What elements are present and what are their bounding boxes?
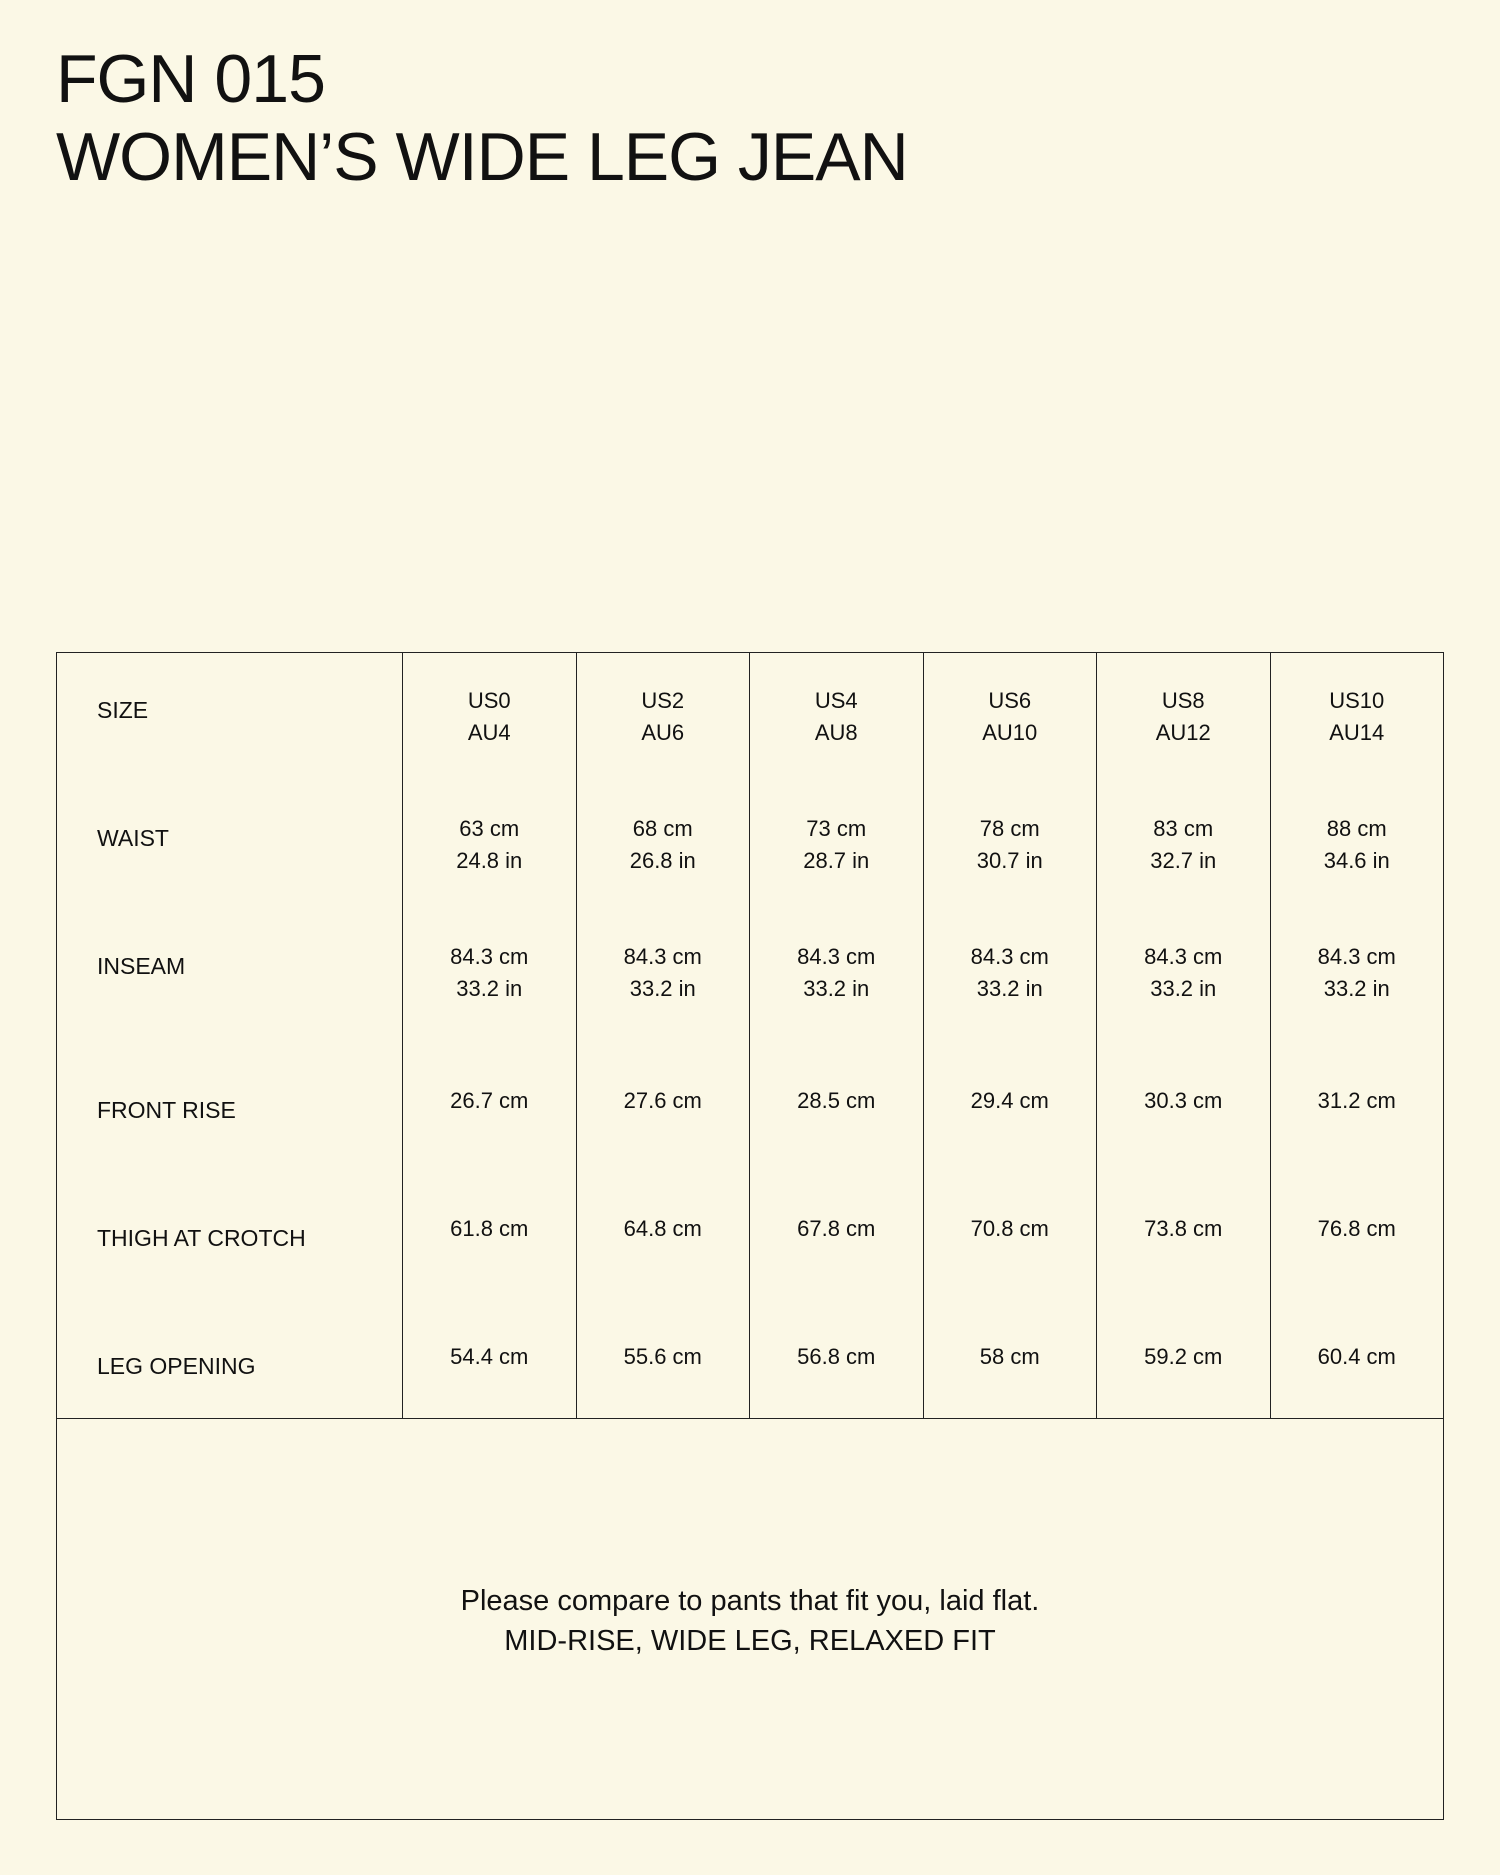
size-cell <box>1097 685 1270 749</box>
leg-opening-cell: 54.4 cm <box>450 1344 529 1369</box>
product-code: FGN 015 <box>56 41 325 117</box>
waist-cm: 78 cm <box>979 816 1040 841</box>
waist-cm: 88 cm <box>1326 816 1387 841</box>
us-size: US8 <box>1161 688 1205 713</box>
inseam-cell <box>577 941 750 1005</box>
waist-in: 34.6 in <box>1323 848 1390 873</box>
inseam-cell <box>403 941 576 1005</box>
size-cell <box>1271 685 1444 749</box>
size-cell <box>750 685 923 749</box>
waist-in: 26.8 in <box>629 848 696 873</box>
row-label-waist: WAIST <box>97 825 169 851</box>
fit-description: MID-RISE, WIDE LEG, RELAXED FIT <box>504 1625 996 1657</box>
thigh-cell: 70.8 cm <box>970 1216 1049 1241</box>
leg-opening-cell: 60.4 cm <box>1317 1344 1396 1369</box>
waist-cm: 73 cm <box>806 816 867 841</box>
size-table <box>57 653 1443 1419</box>
row-labels-column <box>57 653 403 1418</box>
thigh-cell: 64.8 cm <box>623 1216 702 1241</box>
waist-cell <box>924 813 1097 877</box>
row-label-front-rise: FRONT RISE <box>97 1097 236 1123</box>
inseam-cell <box>1097 941 1270 1005</box>
waist-in: 32.7 in <box>1150 848 1217 873</box>
waist-cell <box>1271 813 1444 877</box>
page-title <box>56 40 908 196</box>
us-size: US2 <box>641 688 685 713</box>
waist-in: 30.7 in <box>976 848 1043 873</box>
inseam-cm: 84.3 cm <box>970 944 1049 969</box>
front-rise-cell: 31.2 cm <box>1317 1088 1396 1113</box>
thigh-cell: 61.8 cm <box>450 1216 529 1241</box>
row-label-thigh: THIGH AT CROTCH <box>97 1225 306 1251</box>
size-column <box>924 653 1098 1418</box>
fit-instruction: Please compare to pants that fit you, laid flat. <box>460 1585 1040 1617</box>
inseam-in: 33.2 in <box>803 976 870 1001</box>
row-label-size: SIZE <box>97 697 149 723</box>
au-size: AU8 <box>814 720 858 745</box>
thigh-cell: 73.8 cm <box>1144 1216 1223 1241</box>
thigh-cell: 76.8 cm <box>1317 1216 1396 1241</box>
inseam-in: 33.2 in <box>456 976 523 1001</box>
size-column <box>577 653 751 1418</box>
waist-cell <box>577 813 750 877</box>
au-size: AU6 <box>641 720 685 745</box>
size-chart <box>56 652 1444 1820</box>
inseam-in: 33.2 in <box>629 976 696 1001</box>
front-rise-cell: 28.5 cm <box>797 1088 876 1113</box>
waist-cm: 68 cm <box>632 816 693 841</box>
inseam-cm: 84.3 cm <box>797 944 876 969</box>
inseam-in: 33.2 in <box>976 976 1043 1001</box>
thigh-cell: 67.8 cm <box>797 1216 876 1241</box>
inseam-cell <box>750 941 923 1005</box>
fit-note <box>57 1581 1443 1661</box>
us-size: US6 <box>988 688 1032 713</box>
inseam-cm: 84.3 cm <box>1317 944 1396 969</box>
au-size: AU14 <box>1329 720 1385 745</box>
us-size: US0 <box>467 688 511 713</box>
waist-in: 24.8 in <box>456 848 523 873</box>
leg-opening-cell: 55.6 cm <box>623 1344 702 1369</box>
product-name: WOMEN’S WIDE LEG JEAN <box>56 119 908 195</box>
inseam-in: 33.2 in <box>1150 976 1217 1001</box>
us-size: US4 <box>814 688 858 713</box>
size-column <box>403 653 577 1418</box>
inseam-cell <box>1271 941 1444 1005</box>
size-column <box>1271 653 1444 1418</box>
waist-cm: 63 cm <box>459 816 520 841</box>
waist-cell <box>750 813 923 877</box>
inseam-cell <box>924 941 1097 1005</box>
waist-cm: 83 cm <box>1153 816 1214 841</box>
inseam-cm: 84.3 cm <box>623 944 702 969</box>
size-column <box>1097 653 1271 1418</box>
inseam-cm: 84.3 cm <box>450 944 529 969</box>
waist-in: 28.7 in <box>803 848 870 873</box>
size-cell <box>403 685 576 749</box>
inseam-in: 33.2 in <box>1323 976 1390 1001</box>
front-rise-cell: 30.3 cm <box>1144 1088 1223 1113</box>
front-rise-cell: 27.6 cm <box>623 1088 702 1113</box>
au-size: AU10 <box>982 720 1038 745</box>
front-rise-cell: 29.4 cm <box>970 1088 1049 1113</box>
us-size: US10 <box>1329 688 1385 713</box>
au-size: AU4 <box>467 720 511 745</box>
leg-opening-cell: 58 cm <box>979 1344 1040 1369</box>
waist-cell <box>1097 813 1270 877</box>
size-cell <box>577 685 750 749</box>
front-rise-cell: 26.7 cm <box>450 1088 529 1113</box>
size-column <box>750 653 924 1418</box>
leg-opening-cell: 56.8 cm <box>797 1344 876 1369</box>
row-label-leg-opening: LEG OPENING <box>97 1353 256 1379</box>
waist-cell <box>403 813 576 877</box>
inseam-cm: 84.3 cm <box>1144 944 1223 969</box>
leg-opening-cell: 59.2 cm <box>1144 1344 1223 1369</box>
au-size: AU12 <box>1155 720 1211 745</box>
row-label-inseam: INSEAM <box>97 953 186 979</box>
size-cell <box>924 685 1097 749</box>
